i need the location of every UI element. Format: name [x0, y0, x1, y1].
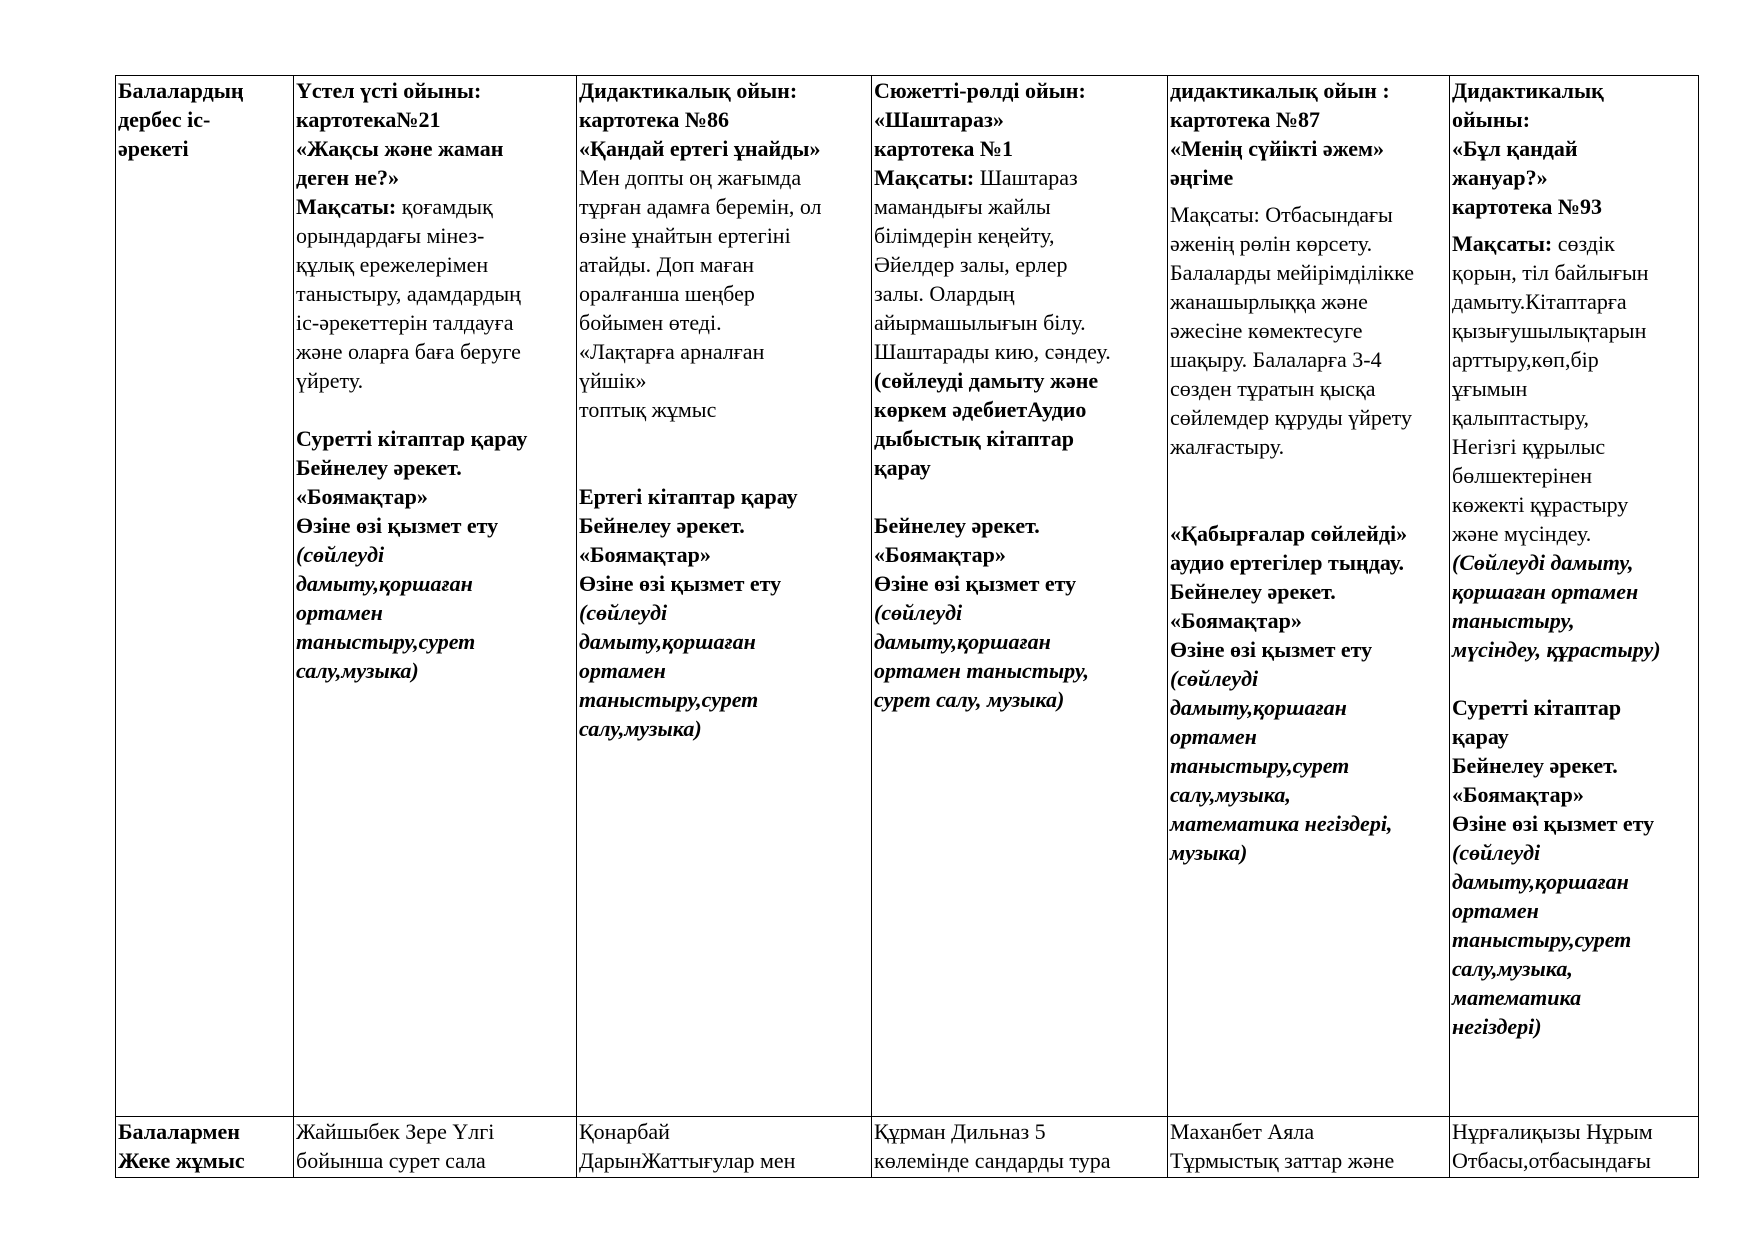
content-cell: [872, 1117, 1168, 1178]
cell-paragraph: (сөйлеуді дамыту,қоршаған ортамен таныстыру,сурет салу,музыка): [579, 600, 759, 741]
row-label: Балалармен Жеке жұмыс: [118, 1119, 245, 1173]
cell-paragraph: «Қабырғалар сөйлейді» аудио ертегілер тыңдау. Бейнелеу әрекет. «Боямақтар» Өзіне өзі қызмет ету: [1170, 521, 1408, 662]
cell-paragraph: (сөйлеуді дамыту,қоршаған ортамен таныстыру,сурет салу,музыка, математика негіздері): [1452, 840, 1632, 1039]
goal-label: Мақсаты:: [296, 194, 402, 219]
paragraph-spacer: [296, 395, 574, 424]
cell-paragraph: Жайшыбек Зере Үлгі бойынша сурет сала: [296, 1119, 495, 1173]
paragraph-spacer: [1170, 490, 1447, 519]
cell-paragraph: (сөйлеуді дамыту,қоршаған ортамен таныстыру, сурет салу, музыка): [874, 600, 1089, 712]
content-cell: [294, 1117, 577, 1178]
paragraph-spacer: [579, 453, 869, 482]
table-row: [116, 1117, 1699, 1178]
row-label-cell: [116, 76, 294, 1117]
goal-text: Шаштараз мамандығы жайлы білімдерін кеңейту, Әйелдер залы, ерлер залы. Олардың айырмашылығын білу. Шаштарады кию, сәндеу.: [874, 165, 1111, 364]
cell-paragraph: [296, 192, 574, 395]
content-cell: [1450, 76, 1699, 1117]
paragraph-spacer: [1170, 461, 1447, 490]
cell-paragraph: дидактикалық ойын : картотека №87 «Менің сүйікті әжем» әңгіме: [1170, 78, 1390, 190]
cell-paragraph: Маханбет Аяла Тұрмыстық заттар және: [1170, 1119, 1395, 1173]
cell-paragraph: (сөйлеуді дамыту,қоршаған ортамен таныстыру,сурет салу,музыка, математика негіздері, музыка): [1170, 666, 1393, 865]
cell-paragraph: Дидактикалық ойыны: «Бұл қандай жануар?» картотека №93: [1452, 78, 1604, 219]
goal-text: сөздік қорын, тіл байлығын дамыту.Кітаптарға қызығушылықтарын арттыру,көп,бір ұғымын қалыптастыру, Негізгі құрылыс бөлшектерінен көжекті құрастыру және мүсіндеу.: [1452, 231, 1649, 546]
content-cell: [294, 76, 577, 1117]
cell-paragraph: Сюжетті-рөлді ойын: «Шаштараз» картотека №1: [874, 78, 1086, 161]
content-cell: [577, 76, 872, 1117]
content-cell: [577, 1117, 872, 1178]
cell-paragraph: Мен допты оң жағымда тұрған адамға беремін, ол өзіне ұнайтын ертегіні атайды. Доп маған оралғанша шеңбер бойымен өтеді. «Лақтарға арналған үйшік» топтық жұмыс: [579, 165, 822, 422]
content-cell: [1168, 76, 1450, 1117]
cell-paragraph: Бейнелеу әрекет. «Боямақтар» Өзіне өзі қызмет ету: [874, 513, 1077, 596]
content-cell: [1168, 1117, 1450, 1178]
row-label-cell: [116, 1117, 294, 1178]
goal-label: Мақсаты:: [1452, 231, 1558, 256]
cell-paragraph: Ертегі кітаптар қарау Бейнелеу әрекет. «Боямақтар» Өзіне өзі қызмет ету: [579, 484, 798, 596]
goal-label: Мақсаты:: [874, 165, 980, 190]
cell-paragraph: Дидактикалық ойын: картотека №86 «Қандай ертегі ұнайды»: [579, 78, 821, 161]
cell-paragraph: [874, 163, 1165, 366]
cell-paragraph: Үстел үсті ойыны: картотека№21 «Жақсы және жаман деген не?»: [296, 78, 504, 190]
content-cell: [872, 76, 1168, 1117]
table-row: [116, 76, 1699, 1117]
content-cell: [1450, 1117, 1699, 1178]
cell-paragraph: [1452, 229, 1696, 548]
paragraph-spacer: [1452, 664, 1696, 693]
plan-table: [115, 75, 1699, 1178]
paragraph-spacer: [579, 424, 869, 453]
paragraph-spacer: [1452, 221, 1696, 229]
cell-paragraph: Нұрғалиқызы Нұрым Отбасы,отбасындағы: [1452, 1119, 1653, 1173]
cell-paragraph: Құрман Дильназ 5 көлемінде сандарды тура: [874, 1119, 1111, 1173]
paragraph-spacer: [1170, 192, 1447, 200]
cell-paragraph: (сөйлеуді дамыту,қоршаған ортамен таныстыру,сурет салу,музыка): [296, 542, 476, 683]
paragraph-spacer: [874, 482, 1165, 511]
cell-paragraph: (Сөйлеуді дамыту, қоршаған ортамен таныстыру, мүсіндеу, құрастыру): [1452, 550, 1661, 662]
cell-paragraph: (сөйлеуді дамыту және көркем әдебиетАудио дыбыстық кітаптар қарау: [874, 368, 1099, 480]
cell-paragraph: Мақсаты: Отбасындағы әженің рөлін көрсету. Балаларды мейірімділікке жанашырлыққа және әжесіне көмектесуге шақыру. Балаларға 3-4 сөзден тұратын қысқа сөйлемдер құруды үйрету жалғастыру.: [1170, 202, 1415, 459]
cell-paragraph: Суретті кітаптар қарау Бейнелеу әрекет. «Боямақтар» Өзіне өзі қызмет ету: [296, 426, 528, 538]
row-label: Балалардың дербес іс- әрекеті: [118, 78, 244, 161]
cell-paragraph: Суретті кітаптар қарау Бейнелеу әрекет. «Боямақтар» Өзіне өзі қызмет ету: [1452, 695, 1655, 836]
cell-paragraph: Қонарбай ДарынЖаттығулар мен: [579, 1119, 796, 1173]
goal-text: қоғамдық орындардағы мінез- құлық ережелерімен таныстыру, адамдардың іс-әрекеттерін талдауға және оларға баға беруге үйрету.: [296, 194, 521, 393]
